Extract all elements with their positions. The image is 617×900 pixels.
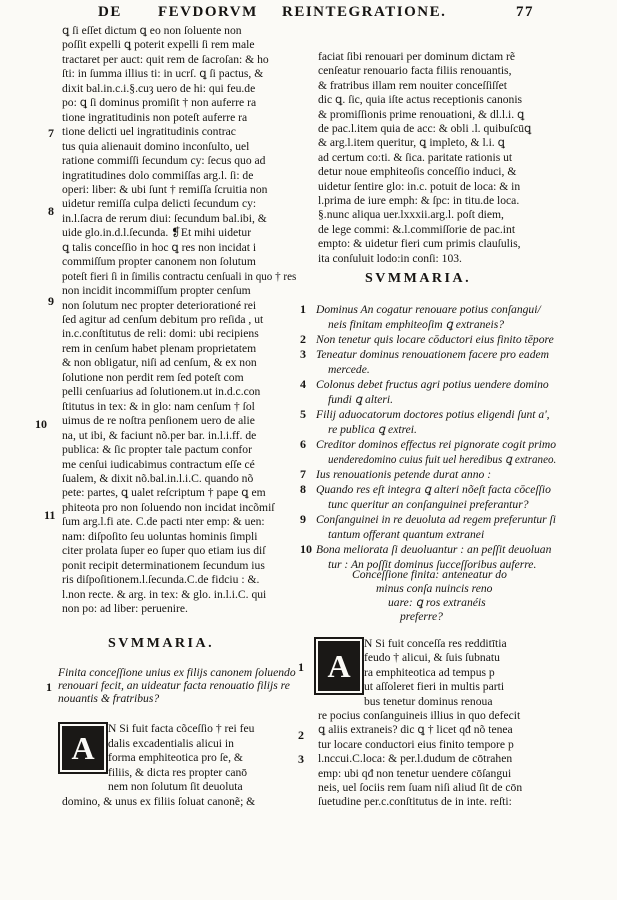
summaria-title: SVMMARIA. — [108, 636, 215, 651]
text-line: §.nunc aliqua uer.lxxxii.arg.l. poſt diem, — [318, 208, 504, 222]
summaria-number: 4 — [300, 377, 306, 391]
text-line: in.c.conſtitutus de reli: domi: ubi recipiens — [62, 327, 259, 341]
text-line: N Si fuit facta cõceſſio † rei feu — [108, 722, 255, 735]
text-line: ut aſſoleret fieri in multis parti — [364, 680, 505, 694]
text-line: minus conſa nuincis reno — [376, 582, 493, 595]
text-line: ratione commiſſi ſecundum cy: ſecus quo ad — [62, 154, 266, 168]
text-line: ꝗ talis conceſſio in hoc ꝗ res non incidat i — [62, 240, 257, 254]
text-line: ra emphiteotica ad tempus p — [364, 665, 495, 679]
text-line: me cenſui iudicabimus contractum eſſe cé — [62, 457, 255, 471]
text-line: bus tenetur dominus renoua — [364, 694, 493, 708]
text-line: domino, & unus ex filiis ſoluat canonẽ; & — [62, 794, 256, 808]
header-center: FEVDORVM — [158, 4, 258, 20]
text-line: & promiſſionis prime renouationi, & dl.l.i. ꝗ — [318, 107, 525, 121]
margin-number: 10 — [35, 417, 47, 431]
text-line: po: ꝗ ſi dominus promiſit † non auferre ra — [62, 96, 257, 110]
summaria-item-line: Creditor dominos effectus rei pignorate cogit primo — [316, 438, 557, 451]
text-line: rem in cenſum habet plenam proprietatem — [62, 341, 257, 355]
margin-number: 3 — [298, 752, 304, 766]
summaria-item-line: uenderedomino cuius fuit uel heredibus ꝗ extraneo. — [328, 453, 557, 466]
decorated-initial: A — [314, 637, 364, 695]
text-line: feudo † alicui, & ſuis ſubnatu — [364, 651, 500, 665]
text-line: non po: ad liber: peruenire. — [62, 602, 188, 615]
text-line: ingratitudines dolo commiſſas arg.l. ſi: de — [62, 168, 254, 182]
summaria-item-line: Ius renouationis petende durat anno : — [316, 468, 492, 481]
text-line: nem non ſolutum ſit deuoluta — [108, 780, 243, 793]
margin-number: 11 — [44, 508, 56, 522]
text-line: l.prima de iure emph: & ſpc: in titu.de loca. — [318, 194, 520, 207]
text-line: empto: & uidetur fieri cum primis clauſulis, — [318, 237, 521, 251]
margin-number: 1 — [46, 680, 52, 694]
summaria-title: SVMMARIA. — [365, 271, 472, 286]
text-line: ita conſuluit lodo:in conſi: 103. — [318, 251, 462, 265]
text-line: uide glo.in.d.l.ſecunda. ❡Et mihi uidetur — [62, 226, 252, 240]
summaria-item-line: Bona meliorata ſi deuoluantur : an peſſit deuoluan — [316, 543, 552, 556]
summaria-number: 5 — [300, 407, 306, 421]
text-line: dixit bal.in.c.i.§.cuȝ uero de hi: qui feu.de — [62, 81, 256, 95]
text-line: Conceſſione finita: anteneatur do — [352, 568, 507, 581]
text-line: dic ꝗ. ſic, quia iſte actus receptionis canonis — [318, 93, 523, 107]
summaria-item-line: re publica ꝗ extrei. — [328, 423, 417, 436]
text-line: faciat ſibi renouari per dominum dictam rẽ — [318, 50, 516, 63]
text-line: & fratribus illam rem nouiter conceſſiſſet — [318, 78, 507, 92]
text-line: ſuetudine per.c.conſtitutus de in inte. reſti: — [318, 795, 512, 809]
text-line: preferre? — [400, 610, 443, 623]
text-line: operi: liber: & ubi ſunt † remiſſa ſcruitia non — [62, 182, 268, 196]
summaria-item-line: tur : An poſſit dominus ſucceſſoribus auferre. — [328, 558, 537, 571]
text-line: ſolutione non perdit rem ſed poteſt com — [62, 370, 244, 384]
text-line: forma emphiteotica pro ſe, & — [108, 751, 243, 764]
text-line: & non obligatur, niſi ad cenſum, & ex non — [62, 356, 257, 370]
text-line: in.l.ſacra de rerum diui: ſecundum bal.ibi, & — [62, 211, 267, 225]
text-line: commiſſum propter canonem non ſolutum — [62, 255, 256, 269]
summaria-number: 6 — [300, 437, 306, 451]
header-right: REINTEGRATIONE. — [282, 4, 447, 20]
text-line: ꝗ aliis extraneis? dic ꝗ † licet qđ nõ tenea — [318, 723, 513, 737]
margin-number: 1 — [298, 660, 304, 674]
text-line: citer prolata ſuper eo ſuper quo etiam ius diſ — [62, 544, 266, 558]
text-line: nam: diſpoſito ſeu uoluntas hominis ſimpli — [62, 529, 258, 543]
text-line: ris diſpoſitionem.l.ſecunda.C.de fidciu : &. — [62, 573, 260, 587]
text-line: poſſit expelli ꝗ poterit expelli ſi rem male — [62, 38, 255, 52]
text-line: ponit recipit determinationem ſecundum ius — [62, 558, 265, 572]
text-line: uidetur remiſſa culpa delicti ſecundum cy: — [62, 197, 257, 211]
summaria-item-line: Colonus debet fructus agri potius uendere domino — [316, 378, 549, 391]
summaria-item-line: Conſanguinei in re deuoluta ad regem preferuntur ſi — [316, 513, 556, 526]
text-line: publica: & ſic propter tale pactum confor — [62, 443, 252, 457]
text-line: non incidit incommiſſum propter cenſum — [62, 284, 251, 298]
text-line: phiteota pro non ſoluendo non incidat incõmiſ — [62, 500, 275, 514]
page-number: 77 — [516, 4, 534, 20]
summaria-number: 10 — [300, 542, 312, 556]
text-line: ſualem, & dixit nõ.bal.in.l.i.C. quando nõ — [62, 471, 254, 485]
text-line: dalis excadentialis alicui in — [108, 736, 234, 750]
text-line: l.non recte. & arg. in tex: & glo. in.l.i.C. qui — [62, 587, 267, 601]
decorated-initial: A — [58, 722, 108, 774]
summaria-number: 1 — [300, 302, 306, 316]
summaria-number: 2 — [300, 332, 306, 346]
text-line: uare: ꝗ ros extranéis — [388, 596, 486, 609]
summaria-item-line: neis finitam emphiteoſim ꝗ extraneis? — [328, 318, 505, 331]
summaria-item-line: Teneatur dominus renouationem facere pro eadem — [316, 348, 550, 361]
text-line: neis, uel ſociis rem ſuam niſi aliud ſit de cōn — [318, 781, 523, 794]
summaria-item-line: Dominus An cogatur renouare potius conſangui/ — [316, 303, 541, 316]
text-line: l.nccui.C.loca: & per.l.dudum de cōtrahen — [318, 752, 513, 766]
text-line: ad certum co:ti. & ſica. paritate rationis ut — [318, 150, 513, 164]
text-line: pelli cenſuarius ad ſolutionem.ut in.d.c.con — [62, 385, 261, 399]
text-line: tractaret per auct: quit rem de ſacroſan: & ho — [62, 52, 269, 66]
summaria-item-line: Quando res eſt integra ꝗ alteri nõeſt facta cōceſſio — [316, 483, 551, 496]
text-line: detur noue emphiteoſis conceſſio induci, & — [318, 165, 517, 179]
summaria-item-line: fundi ꝗ alteri. — [328, 393, 394, 406]
text-line: tione delicti uel ingratitudinis contrac — [62, 125, 236, 139]
text-line: tur locare conductori eius finito tempore p — [318, 737, 514, 751]
summaria-number: 9 — [300, 512, 306, 526]
summaria-item-line: mercede. — [328, 363, 370, 376]
header-left: DE — [98, 4, 122, 20]
summaria-item-line: tunc queritur an conſanguinei preferantur? — [328, 498, 529, 511]
text-line: non ſolutum nec propter deteriorationé rei — [62, 298, 257, 312]
summaria-item-line: Non tenetur quis locare cōductori eius finito tēpore — [316, 333, 554, 346]
summaria-entry-line: Finita conceſſione unius ex filijs canonem ſoluendo — [58, 666, 296, 679]
text-line: na, ut ibi, & faciunt nõ.per bar. in.l.i.ff. de — [62, 428, 257, 442]
text-line: tus quia alienauit domino inconſulto, uel — [62, 139, 250, 153]
text-line: ſed agitur ad cenſum debitum pro reſida , ut — [62, 313, 264, 326]
summaria-number: 8 — [300, 482, 306, 496]
summaria-entry-line: renouari fecit, an uideatur facta renouatio filijs re — [58, 679, 290, 692]
text-line: pete: partes, ꝗ ualet reſcriptum † pape ꝗ em — [62, 486, 266, 500]
text-line: & arg.l.item queritur, ꝗ impleto, & l.i. ꝗ — [318, 136, 505, 150]
margin-number: 2 — [298, 728, 304, 742]
summaria-number: 7 — [300, 467, 306, 481]
text-line: emp: ubi qđ non tenetur uendere cōſangui — [318, 766, 512, 780]
margin-number: 8 — [48, 204, 54, 218]
text-line: tione ingratitudinis non poteſt auferre ra — [62, 110, 248, 124]
text-line: de lege commi: &.l.commiſſorie de pac.int — [318, 222, 516, 236]
text-line: de pac.l.item quia de acc: & obli .l. quibuſcūꝗ — [318, 122, 532, 135]
text-line: re pocius conſanguineis illius in quo defecit — [318, 709, 521, 722]
summaria-number: 3 — [300, 347, 306, 361]
text-line: N Si fuit conceſſa res redditītia — [364, 637, 507, 650]
text-line: ꝗ ſi eſſet dictum ꝗ eo non ſoluente non — [62, 24, 242, 37]
text-line: ſum arg.l.fi ate. C.de pacti nter emp: & uen: — [62, 515, 265, 529]
summaria-item-line: Filij aduocatorum doctores potius eligendi ſunt a', — [316, 408, 550, 421]
summaria-entry-line: nouantis & fratribus? — [58, 692, 160, 705]
text-line: ſti: in ſumma illius ti: in ucrſ. ꝗ ſi pactus, & — [62, 67, 264, 81]
summaria-item-line: tantum offerant quantum extranei — [328, 528, 485, 541]
text-line: uimus de re noſtra penſionem uero de alie — [62, 414, 255, 428]
margin-number: 7 — [48, 126, 54, 140]
text-line: poteſt fieri ſi in ſimilis contractu cenſuali in quo † res — [62, 269, 297, 283]
margin-number: 9 — [48, 294, 54, 308]
text-line: ſtitutus in tex: & in glo: nam cenſum † ſol — [62, 399, 255, 413]
text-line: uidetur ſentire glo: in.c. potuit de loca: & in — [318, 179, 521, 193]
text-line: cenſeatur renouario facta filiis renouantis, — [318, 64, 512, 78]
text-line: filiis, & dicta res propter canō — [108, 765, 248, 779]
